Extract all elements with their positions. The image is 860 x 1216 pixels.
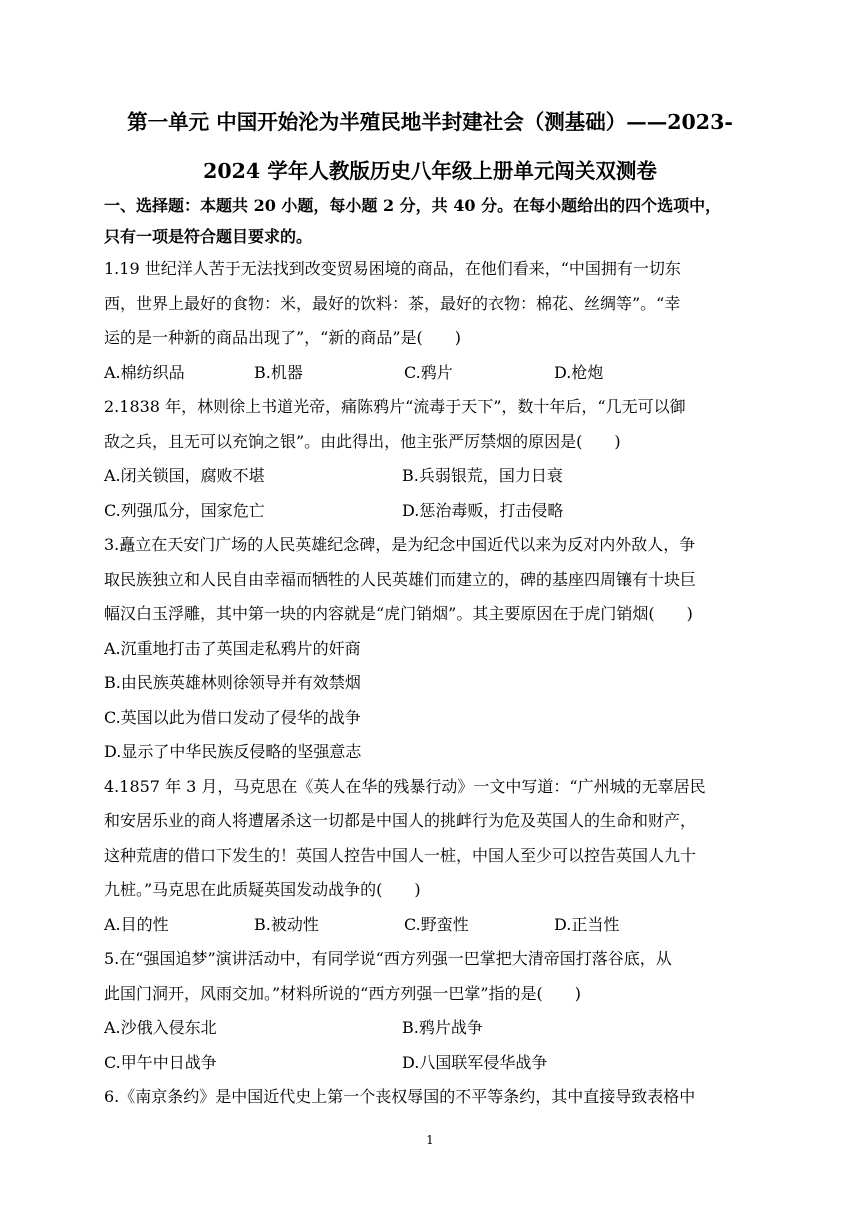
option-a: A.棉纺织品 [104, 362, 185, 382]
question-stem-line: 此国门洞开，风雨交加。”材料所说的“西方列强一巴掌”指的是( ) [104, 983, 582, 1003]
question-1 [104, 252, 764, 390]
question-stem-line: 1.19 世纪洋人苦于无法找到改变贸易困境的商品，在他们看来，“中国拥有一切东 [104, 259, 681, 278]
page-number: 1 [426, 1133, 434, 1147]
question-stem-line: 敌之兵，且无可以充饷之银”。由此得出，他主张严厉禁烟的原因是( ) [104, 431, 621, 451]
option-c: C.列强瓜分，国家危亡 [104, 500, 265, 520]
question-2 [104, 390, 764, 528]
section-heading-line-2: 只有一项是符合题目要求的。 [104, 227, 313, 246]
section-heading-line-1: 一、选择题：本题共 20 小题，每小题 2 分，共 40 分。在每小题给出的四个选项中， [104, 196, 722, 215]
options-row [104, 494, 764, 529]
section-heading [104, 190, 764, 252]
title-line-1: 第一单元 中国开始沦为半殖民地半封建社会（测基础）——2023- [127, 110, 733, 134]
document-title [100, 98, 760, 196]
question-3 [104, 528, 764, 770]
options-row [104, 1046, 764, 1081]
option-a: A.目的性 [104, 914, 169, 934]
question-5 [104, 942, 764, 1080]
question-stem-line: 西，世界上最好的食物：米，最好的饮料：茶，最好的衣物：棉花、丝绸等”。“幸 [104, 293, 681, 313]
question-stem-line: 6.《南京条约》是中国近代史上第一个丧权辱国的不平等条约，其中直接导致表格中 [104, 1087, 696, 1106]
question-stem-line: 和安居乐业的商人将遭屠杀这一切都是中国人的挑衅行为危及英国人的生命和财产， [104, 811, 697, 830]
option-a: A.沉重地打击了英国走私鸦片的奸商 [104, 638, 361, 658]
question-stem-line: 运的是一种新的商品出现了”，“新的商品”是( ) [104, 328, 462, 347]
option-d: D.正当性 [554, 914, 620, 934]
question-6 [104, 1080, 764, 1115]
question-stem-line: 5.在“强国追梦”演讲活动中，有同学说“西方列强一巴掌把大清帝国打落谷底，从 [104, 949, 672, 968]
option-d: D.惩治毒贩，打击侵略 [402, 500, 564, 520]
option-d: D.显示了中华民族反侵略的坚强意志 [104, 742, 362, 761]
option-b: B.由民族英雄林则徐领导并有效禁烟 [104, 673, 361, 692]
option-c: C.野蛮性 [404, 914, 469, 934]
options-row [104, 1011, 764, 1046]
option-d: D.枪炮 [554, 362, 604, 382]
option-c: C.甲午中日战争 [104, 1052, 217, 1072]
question-stem-line: 3.矗立在天安门广场的人民英雄纪念碑，是为纪念中国近代以来为反对内外敌人，争 [104, 535, 696, 554]
option-a: A.闭关锁国，腐败不堪 [104, 466, 265, 485]
options-row [104, 356, 764, 391]
question-list [104, 252, 764, 1115]
question-stem-line: 幅汉白玉浮雕，其中第一块的内容就是“虎门销烟”。其主要原因在于虎门销烟( ) [104, 604, 693, 623]
question-stem-line: 4.1857 年 3 月，马克思在《英人在华的残暴行动》一文中写道：“广州城的无辜居民 [104, 776, 706, 796]
option-d: D.八国联军侵华战争 [402, 1052, 548, 1072]
option-b: B.被动性 [254, 914, 319, 934]
option-c: C.鸦片 [404, 362, 453, 382]
question-stem-line: 取民族独立和人民自由幸福而牺牲的人民英雄们而建立的，碑的基座四周镶有十块巨 [104, 569, 697, 589]
option-b: B.兵弱银荒，国力日衰 [402, 466, 563, 485]
question-4 [104, 770, 764, 943]
option-c: C.英国以此为借口发动了侵华的战争 [104, 707, 361, 727]
question-stem-line: 九桩。”马克思在此质疑英国发动战争的( ) [104, 880, 421, 899]
option-b: B.机器 [254, 362, 303, 382]
question-stem-line: 这种荒唐的借口下发生的！英国人控告中国人一桩，中国人至少可以控告英国人九十 [104, 845, 697, 865]
title-line-2: 2024 学年人教版历史八年级上册单元闯关双测卷 [203, 159, 657, 183]
option-b: B.鸦片战争 [402, 1018, 483, 1037]
options-row [104, 459, 764, 494]
options-row [104, 908, 764, 943]
question-stem-line: 2.1838 年，林则徐上书道光帝，痛陈鸦片“流毒于天下”，数十年后，“几无可以御 [104, 397, 686, 416]
option-a: A.沙俄入侵东北 [104, 1018, 217, 1037]
